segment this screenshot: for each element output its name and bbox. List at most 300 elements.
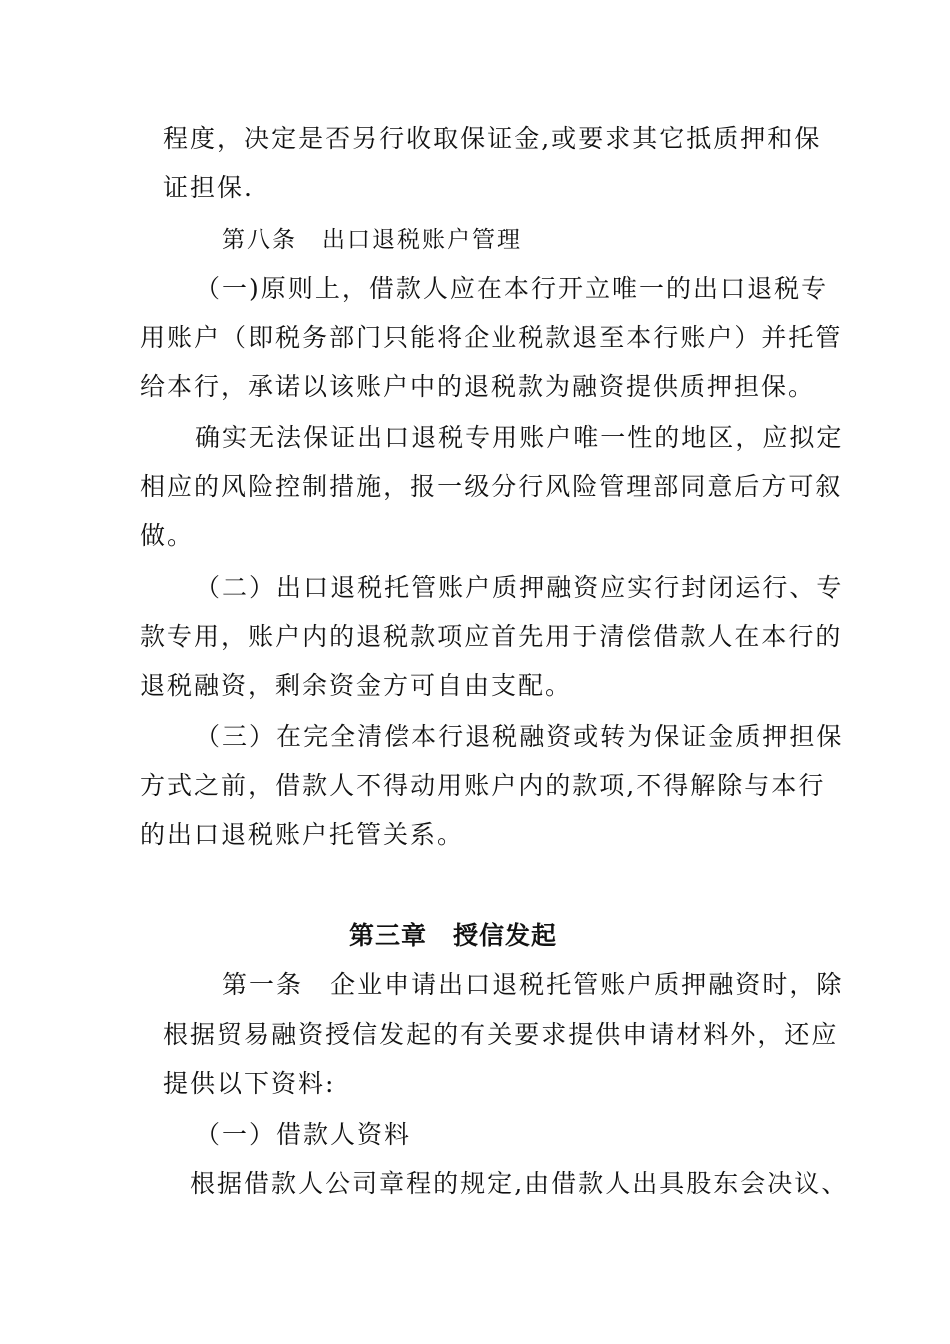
text-line — [140, 323, 843, 353]
text-char: 押 — [740, 124, 768, 153]
text-char: 用 — [545, 622, 573, 651]
text-char: 风 — [221, 472, 249, 501]
text-char: 先 — [518, 622, 546, 651]
text-char: 动 — [410, 771, 438, 800]
text-char: 一 — [222, 274, 250, 303]
text-content: 证担保. — [163, 173, 254, 202]
text-char: 款 — [572, 771, 600, 800]
text-char: ， — [757, 1020, 785, 1049]
text-content — [195, 274, 829, 304]
text-char: 款 — [545, 323, 573, 352]
text-content: 的出口退税账户托管关系。 — [140, 820, 465, 849]
text-char: 资 — [298, 1020, 326, 1049]
text-char: 账 — [248, 622, 276, 651]
text-char: 款 — [410, 622, 438, 651]
text-char: 税 — [774, 274, 802, 303]
text-char: 三 — [222, 722, 250, 751]
text-char: 金 — [514, 124, 542, 153]
text-char: 定 — [816, 423, 844, 452]
text-char: 户 — [627, 970, 655, 999]
text-char: 户 — [491, 771, 519, 800]
text-char: 行 — [762, 573, 790, 602]
text-char: 实 — [222, 423, 250, 452]
text-char: 应 — [167, 472, 195, 501]
text-char: 托 — [546, 970, 574, 999]
text-content — [163, 124, 822, 154]
text-char: 定 — [487, 1169, 515, 1198]
text-char: 专 — [816, 573, 844, 602]
text-char: 内 — [518, 771, 546, 800]
text-char: 二 — [222, 573, 250, 602]
text-char: （ — [195, 573, 223, 602]
text-char: 和 — [767, 124, 795, 153]
text-char: 口 — [720, 274, 748, 303]
text-char: ） — [734, 323, 762, 352]
text-char: 起 — [406, 1020, 434, 1049]
text-content: 给本行，承诺以该账户中的退税款为融资提供质押担保。 — [140, 372, 816, 401]
text-char: 控 — [275, 472, 303, 501]
text-char: 的 — [433, 1169, 461, 1198]
text-char: 根 — [163, 1020, 191, 1049]
text-char: 相 — [140, 472, 168, 501]
text-char: 上 — [314, 274, 342, 303]
text-char: , — [626, 771, 637, 800]
text-char: 账 — [519, 423, 547, 452]
text-char: 唯 — [573, 423, 601, 452]
text-char: 款 — [395, 274, 423, 303]
text-char: 项 — [437, 622, 465, 651]
text-char: 在 — [476, 274, 504, 303]
text-char: 管 — [573, 970, 601, 999]
text-char: 授 — [325, 1020, 353, 1049]
text-char: 行 — [653, 323, 681, 352]
text-char: 一 — [600, 423, 628, 452]
text-char: 行 — [438, 722, 466, 751]
text-char: 人 — [707, 622, 735, 651]
text-char: 求 — [541, 1020, 569, 1049]
text-char: 户 — [275, 622, 303, 651]
text-char: ， — [789, 970, 817, 999]
text-char: 闭 — [708, 573, 736, 602]
text-char: 资 — [546, 722, 574, 751]
text-char: 理 — [626, 472, 654, 501]
text-char: （ — [221, 323, 249, 352]
text-char: 质 — [492, 573, 520, 602]
text-char: 借 — [653, 622, 681, 651]
text-char: 拟 — [789, 423, 817, 452]
text-char: 、 — [789, 573, 817, 602]
text-char: 时 — [762, 970, 790, 999]
text-char: 清 — [599, 622, 627, 651]
text-char: 运 — [735, 573, 763, 602]
article-heading — [222, 225, 522, 255]
text-char: 托 — [788, 323, 816, 352]
text-char: 则 — [287, 274, 315, 303]
text-char: 账 — [680, 323, 708, 352]
text-char: , — [541, 124, 552, 153]
text-char: 与 — [744, 771, 772, 800]
text-char: 险 — [572, 472, 600, 501]
text-char: 同 — [680, 472, 708, 501]
text-char: 款 — [140, 622, 168, 651]
text-char: 易 — [244, 1020, 272, 1049]
text-char: 据 — [190, 1020, 218, 1049]
text-char: 的 — [666, 274, 694, 303]
text-char: 决 — [244, 124, 272, 153]
text-char: 根 — [190, 1169, 218, 1198]
text-char: 本 — [503, 274, 531, 303]
text-content: 提供以下资料: — [163, 1069, 336, 1098]
text-char: 具 — [659, 1169, 687, 1198]
text-content — [190, 1169, 849, 1199]
text-char: 税 — [519, 970, 547, 999]
text-char: 申 — [384, 970, 412, 999]
text-char: 在 — [276, 722, 304, 751]
text-char: 贸 — [217, 1020, 245, 1049]
text-char: 内 — [302, 622, 330, 651]
text-line — [140, 472, 843, 502]
text-char: 应 — [600, 573, 628, 602]
text-char: 行 — [518, 472, 546, 501]
text-char: 的 — [194, 472, 222, 501]
text-char: 资 — [735, 970, 763, 999]
text-char: 本 — [411, 722, 439, 751]
text-char: 人 — [605, 1169, 633, 1198]
text-line — [140, 820, 464, 850]
text-char: ， — [217, 124, 245, 153]
text-char: 项 — [599, 771, 627, 800]
text-char: 定 — [271, 124, 299, 153]
text-char: ， — [248, 771, 276, 800]
text-char: 开 — [557, 274, 585, 303]
text-char: 、 — [821, 1169, 849, 1198]
text-char: ， — [383, 472, 411, 501]
text-content — [195, 423, 844, 453]
text-char: 出 — [693, 274, 721, 303]
text-char: 只 — [383, 323, 411, 352]
text-char: 本 — [771, 771, 799, 800]
text-char: 转 — [600, 722, 628, 751]
text-char: 押 — [681, 970, 709, 999]
text-line — [195, 274, 829, 304]
text-char: 第 — [222, 970, 250, 999]
text-char: 用 — [194, 622, 222, 651]
text-char: 议 — [794, 1169, 822, 1198]
text-char: 不 — [636, 771, 664, 800]
text-char: 保 — [794, 124, 822, 153]
text-content: 退税融资，剩余资金方可自由支配。 — [140, 671, 573, 700]
text-char: 应 — [762, 423, 790, 452]
text-char: 偿 — [384, 722, 412, 751]
text-char: 出 — [438, 970, 466, 999]
text-char: 行 — [788, 622, 816, 651]
text-char: 行 — [379, 124, 407, 153]
text-char: 企 — [330, 970, 358, 999]
text-line — [190, 1169, 849, 1199]
text-char: 至 — [599, 323, 627, 352]
text-char: 偿 — [626, 622, 654, 651]
text-char: 的 — [329, 622, 357, 651]
text-char: 应 — [811, 1020, 839, 1049]
text-char: 料 — [703, 1020, 731, 1049]
text-char: 之 — [194, 771, 222, 800]
text-char: 无 — [249, 423, 277, 452]
text-char: 分 — [491, 472, 519, 501]
text-char: 税 — [518, 323, 546, 352]
text-char: 其 — [632, 124, 660, 153]
text-char: 本 — [761, 622, 789, 651]
text-char: 它 — [659, 124, 687, 153]
text-char: 的 — [815, 622, 843, 651]
text-char: 抵 — [686, 124, 714, 153]
text-char: 的 — [545, 771, 573, 800]
text-char: 户 — [465, 573, 493, 602]
text-char: 方 — [761, 472, 789, 501]
text-char: 融 — [271, 1020, 299, 1049]
text-char: 的 — [433, 1020, 461, 1049]
text-char: 税 — [438, 423, 466, 452]
text-line — [195, 1120, 411, 1150]
text-line — [140, 671, 572, 701]
text-char: 实 — [627, 573, 655, 602]
text-char: 应 — [464, 622, 492, 651]
text-content: 第八条 出口退税账户管理 — [222, 227, 522, 253]
text-char: ， — [735, 423, 763, 452]
text-char: 式 — [167, 771, 195, 800]
text-char: 首 — [491, 622, 519, 651]
text-char: 保 — [654, 722, 682, 751]
text-char: 款 — [680, 622, 708, 651]
text-char: 一 — [249, 970, 277, 999]
text-char: 度 — [190, 124, 218, 153]
text-char: , — [514, 1169, 525, 1198]
text-content — [222, 970, 844, 1000]
text-char: 完 — [303, 722, 331, 751]
text-char: 质 — [735, 722, 763, 751]
text-char: 能 — [410, 323, 438, 352]
text-char: 口 — [465, 970, 493, 999]
text-char: 还 — [784, 1020, 812, 1049]
text-char: 可 — [788, 472, 816, 501]
text-char: 即 — [248, 323, 276, 352]
text-char: 用 — [492, 423, 520, 452]
text-char: 的 — [654, 423, 682, 452]
text-char: 管 — [599, 472, 627, 501]
text-char: 是 — [298, 124, 326, 153]
text-char: 人 — [298, 1169, 326, 1198]
text-char: 在 — [734, 622, 762, 651]
text-char: 清 — [357, 722, 385, 751]
text-char: 户 — [707, 323, 735, 352]
text-content — [140, 323, 843, 353]
text-char: 有 — [460, 1020, 488, 1049]
text-char: 信 — [352, 1020, 380, 1049]
text-char: 人 — [329, 771, 357, 800]
text-char: 要 — [514, 1020, 542, 1049]
text-char: 原 — [260, 274, 288, 303]
text-char: 材 — [676, 1020, 704, 1049]
text-char: 提 — [568, 1020, 596, 1049]
text-char: 公 — [325, 1169, 353, 1198]
text-char: 质 — [713, 124, 741, 153]
text-char: 制 — [302, 472, 330, 501]
text-char: 法 — [276, 423, 304, 452]
text-char: 于 — [572, 622, 600, 651]
text-char — [303, 970, 330, 1000]
text-char: 规 — [460, 1169, 488, 1198]
text-line — [163, 1069, 335, 1099]
text-char: ) — [249, 274, 261, 303]
text-char: 税 — [383, 622, 411, 651]
text-char: 务 — [302, 323, 330, 352]
text-char: 外 — [730, 1020, 758, 1049]
text-content: 做。 — [140, 521, 195, 550]
text-char: 人 — [422, 274, 450, 303]
text-char: 供 — [595, 1020, 623, 1049]
text-char: 程 — [163, 124, 191, 153]
text-char: 措 — [329, 472, 357, 501]
text-char: 专 — [465, 423, 493, 452]
text-char: 账 — [438, 573, 466, 602]
text-char: 出 — [276, 573, 304, 602]
text-char: 户 — [194, 323, 222, 352]
text-char: 借 — [368, 274, 396, 303]
text-char: 专 — [167, 622, 195, 651]
text-char: 否 — [325, 124, 353, 153]
text-content — [163, 1020, 839, 1050]
text-char: 退 — [492, 970, 520, 999]
text-line — [140, 372, 815, 402]
text-char: 用 — [437, 771, 465, 800]
text-char: 管 — [815, 323, 843, 352]
text-char: 股 — [686, 1169, 714, 1198]
text-char: 得 — [663, 771, 691, 800]
text-content: （一）借款人资料 — [195, 1120, 412, 1149]
text-char: 行 — [530, 274, 558, 303]
text-char: 发 — [379, 1020, 407, 1049]
text-char: 口 — [384, 423, 412, 452]
text-char: 一 — [437, 472, 465, 501]
text-char: 专 — [801, 274, 829, 303]
text-char: 解 — [690, 771, 718, 800]
text-char: 退 — [411, 423, 439, 452]
text-char: 章 — [379, 1169, 407, 1198]
text-char: 行 — [654, 573, 682, 602]
text-line — [195, 722, 844, 752]
text-char: 押 — [519, 573, 547, 602]
text-char: 押 — [762, 722, 790, 751]
text-char: 前 — [221, 771, 249, 800]
text-char: 性 — [627, 423, 655, 452]
text-content — [195, 722, 844, 752]
text-char: 退 — [572, 323, 600, 352]
text-line — [163, 173, 254, 203]
text-char: 资 — [573, 573, 601, 602]
text-line — [195, 573, 844, 603]
text-char: 保 — [460, 124, 488, 153]
text-char: 税 — [275, 323, 303, 352]
text-char: 除 — [717, 771, 745, 800]
text-char: 立 — [584, 274, 612, 303]
text-char: 一 — [639, 274, 667, 303]
text-char: 证 — [487, 124, 515, 153]
text-char: 全 — [330, 722, 358, 751]
text-char: 退 — [356, 622, 384, 651]
text-char: 口 — [303, 573, 331, 602]
text-char: 融 — [546, 573, 574, 602]
text-char: 会 — [740, 1169, 768, 1198]
text-char: 东 — [713, 1169, 741, 1198]
text-char: 请 — [649, 1020, 677, 1049]
text-line — [140, 622, 843, 652]
text-char: 税 — [492, 722, 520, 751]
text-char: 退 — [465, 722, 493, 751]
text-char: 关 — [487, 1020, 515, 1049]
text-char: 税 — [357, 573, 385, 602]
text-char: 质 — [654, 970, 682, 999]
text-char: 将 — [437, 323, 465, 352]
text-char: 证 — [330, 423, 358, 452]
text-char: 申 — [622, 1020, 650, 1049]
text-char: 款 — [271, 1169, 299, 1198]
text-char: 地 — [681, 423, 709, 452]
text-char: 企 — [464, 323, 492, 352]
text-line — [140, 521, 194, 551]
text-char: 条 — [276, 970, 304, 999]
text-line — [163, 124, 822, 154]
text-char: 管 — [411, 573, 439, 602]
text-char: 方 — [140, 771, 168, 800]
text-char: 部 — [653, 472, 681, 501]
text-char: 决 — [767, 1169, 795, 1198]
text-char: 退 — [330, 573, 358, 602]
text-char: ） — [249, 573, 277, 602]
text-char: 司 — [352, 1169, 380, 1198]
text-char: 部 — [329, 323, 357, 352]
text-content — [140, 622, 843, 652]
text-char: 取 — [433, 124, 461, 153]
text-content: 第三章 授信发起 — [348, 921, 557, 950]
text-char: 封 — [681, 573, 709, 602]
text-content — [140, 771, 826, 801]
text-line — [163, 1020, 839, 1050]
text-char: 应 — [449, 274, 477, 303]
text-char: 除 — [816, 970, 844, 999]
text-char: 借 — [244, 1169, 272, 1198]
chapter-heading — [0, 921, 906, 951]
text-char: 险 — [248, 472, 276, 501]
text-char: ， — [341, 274, 369, 303]
text-char: 款 — [302, 771, 330, 800]
text-char: 出 — [357, 423, 385, 452]
text-char: 或 — [573, 722, 601, 751]
text-char: 后 — [734, 472, 762, 501]
text-char: 担 — [789, 722, 817, 751]
text-char: 业 — [491, 323, 519, 352]
text-char: 账 — [464, 771, 492, 800]
text-char: 为 — [627, 722, 655, 751]
text-char: 区 — [708, 423, 736, 452]
text-char: 程 — [406, 1169, 434, 1198]
text-char: 借 — [275, 771, 303, 800]
text-char: 门 — [356, 323, 384, 352]
text-line — [195, 423, 844, 453]
text-char: 级 — [464, 472, 492, 501]
text-char: 托 — [384, 573, 412, 602]
text-char: 确 — [195, 423, 223, 452]
text-char: ） — [249, 722, 277, 751]
text-char: 叙 — [815, 472, 843, 501]
